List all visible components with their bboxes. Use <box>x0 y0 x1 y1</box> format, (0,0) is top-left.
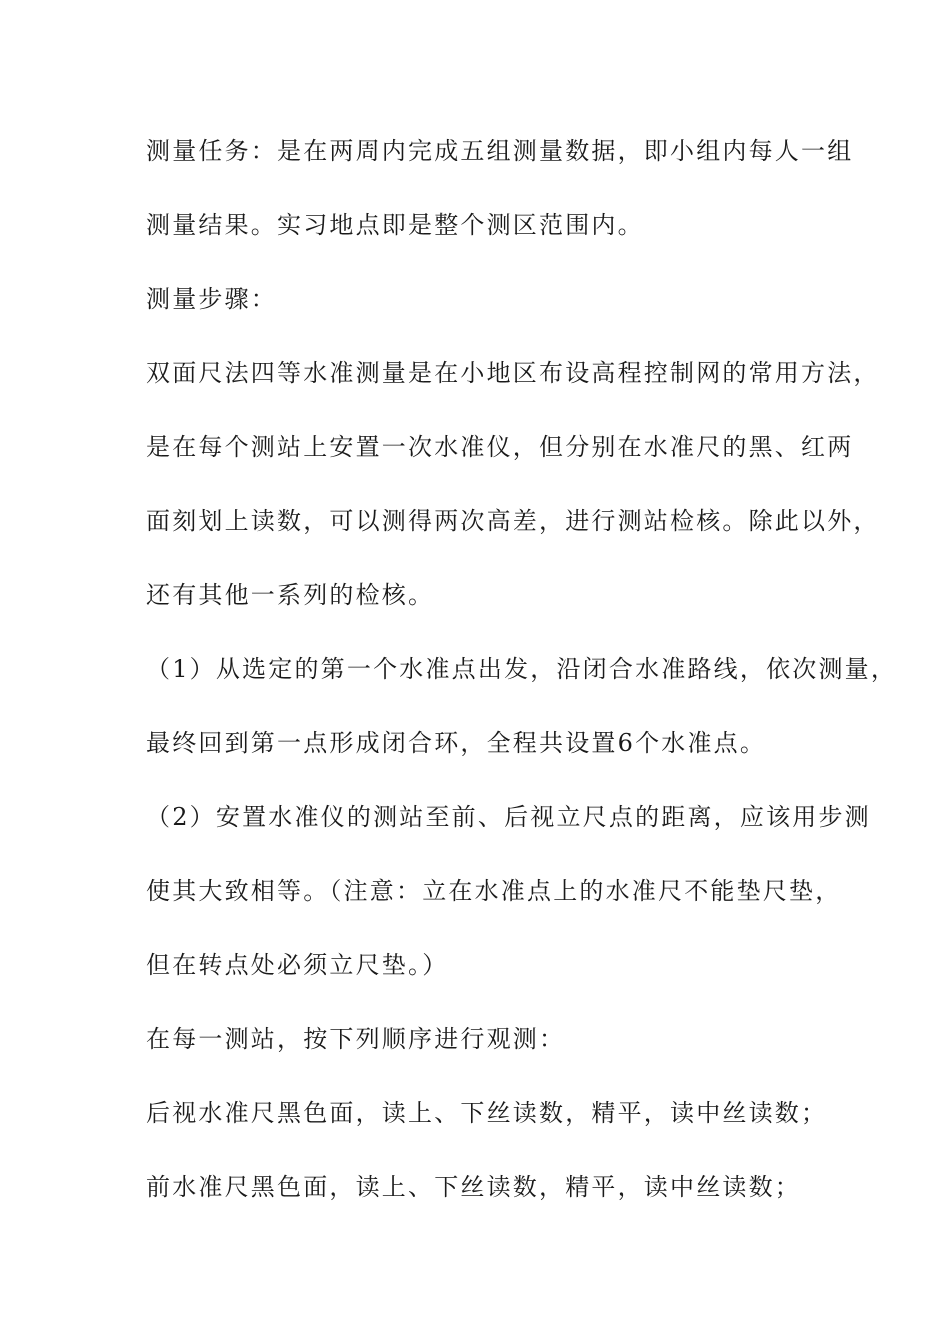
paragraph-line: 是在每个测站上安置一次水准仪，但分别在水准尺的黑、红两 <box>146 433 854 461</box>
list-item: 但在转点处必须立尺垫。） <box>146 951 449 979</box>
paragraph-line: 还有其他一系列的检核。 <box>146 581 435 609</box>
section-heading: 测量步骤： <box>146 285 277 313</box>
paragraph-line: 前水准尺黑色面，读上、下丝读数，精平，读中丝读数； <box>146 1173 801 1201</box>
paragraph-line: 双面尺法四等水准测量是在小地区布设高程控制网的常用方法， <box>146 359 880 387</box>
paragraph-line: 测量结果。实习地点即是整个测区范围内。 <box>146 211 644 239</box>
paragraph-line: 测量任务：是在两周内完成五组测量数据，即小组内每人一组 <box>146 137 854 165</box>
paragraph-line: 后视水准尺黑色面，读上、下丝读数，精平，读中丝读数； <box>146 1099 828 1127</box>
list-item: 最终回到第一点形成闭合环，全程共设置6个水准点。 <box>146 729 767 757</box>
list-item: （2）安置水准仪的测站至前、后视立尺点的距离，应该用步测 <box>146 803 871 831</box>
paragraph-line: 在每一测站，按下列顺序进行观测： <box>146 1025 566 1053</box>
list-item: （1）从选定的第一个水准点出发，沿闭合水准路线，依次测量， <box>146 655 898 683</box>
list-item: 使其大致相等。（注意：立在水准点上的水准尺不能垫尺垫， <box>146 877 842 905</box>
paragraph-line: 面刻划上读数，可以测得两次高差，进行测站检核。除此以外， <box>146 507 880 535</box>
